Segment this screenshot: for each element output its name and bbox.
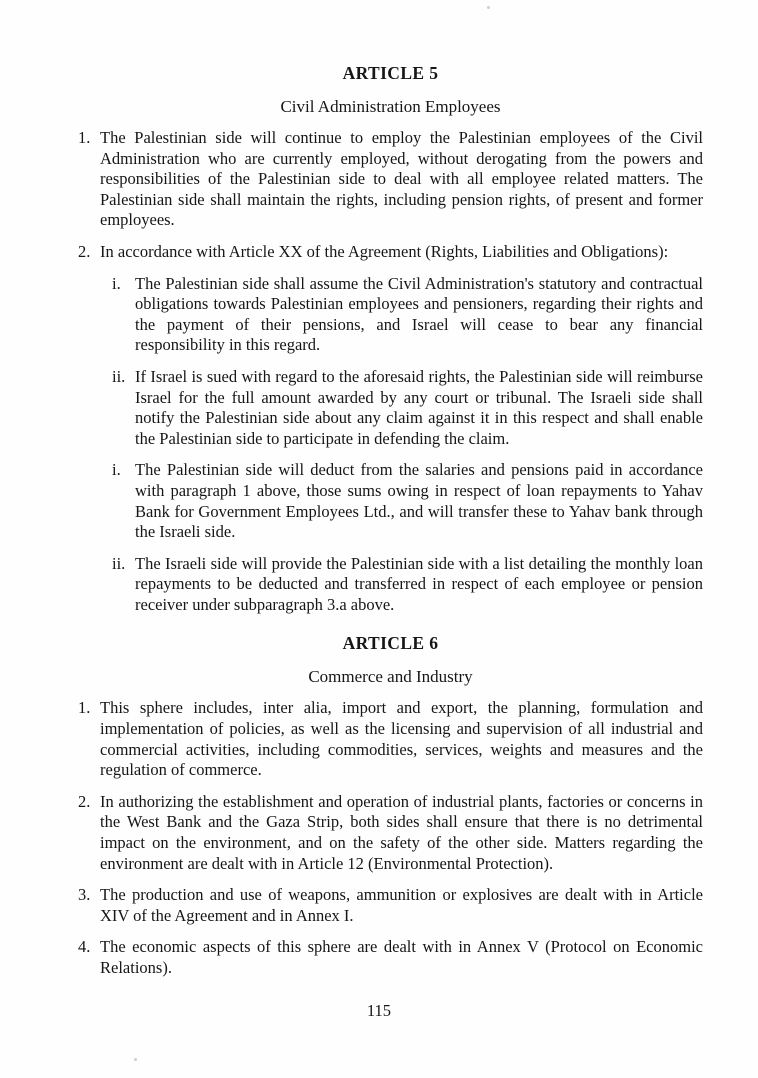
sub-paragraph [112, 367, 703, 449]
article-heading: ARTICLE 6 [342, 633, 439, 654]
sub-paragraph [112, 554, 703, 616]
paragraph-text: In authorizing the establishment and operation of industrial plants, factories or concerns in the West Bank and the Gaza Strip, both sides shall ensure that there is no detrimental impact on the environment, and on the safety of the other side. Matters regarding the environment are dealt with in Article 12 (Environmental Protection). [100, 791, 703, 873]
sub-paragraph-number: i. [112, 273, 121, 293]
scan-artifact-dot [487, 6, 490, 9]
sub-paragraph-number: i. [112, 460, 121, 480]
paragraph-text: The production and use of weapons, ammunition or explosives are dealt with in Article XIV of the Agreement and in Annex I. [100, 885, 703, 925]
paragraph-text: In accordance with Article XX of the Agreement (Rights, Liabilities and Obligations): [100, 241, 669, 261]
sub-paragraph-text: If Israel is sued with regard to the aforesaid rights, the Palestinian side will reimburse Israel for the full amount awarded by any court or tribunal. The Israeli side shall notify the Palestinian side about any claim against it in this respect and shall enable the Palestinian side to participate in defending the claim. [135, 366, 703, 448]
paragraph-text: The economic aspects of this sphere are dealt with in Annex V (Protocol on Economic Relations). [100, 937, 703, 977]
article-subheading: Commerce and Industry [308, 667, 473, 687]
paragraph-number: 1. [78, 128, 91, 147]
paragraph-number: 2. [78, 791, 91, 811]
sub-paragraph-text: The Palestinian side shall assume the Civil Administration's statutory and contractual obligations towards Palestinian employees and pensioners, regarding their rights and the payment of their pensions, and Israel will cease to bear any financial responsibility in this regard. [135, 273, 703, 355]
sub-paragraph-number: ii. [112, 553, 126, 573]
numbered-paragraph [78, 242, 703, 263]
scan-artifact-dot [134, 1058, 137, 1061]
paragraph-text: This sphere includes, inter alia, import and export, the planning, formulation and implementation of policies, as well as the licensing and supervision of all industrial and commercial activities, including commodities, services, weights and measures and the regulation of commerce. [100, 698, 703, 780]
numbered-paragraph [78, 792, 703, 874]
numbered-paragraph [78, 937, 703, 978]
sub-paragraph [112, 460, 703, 542]
paragraph-number: 1. [78, 698, 91, 718]
numbered-paragraph [78, 128, 703, 231]
article-subheading: Civil Administration Employees [280, 97, 501, 116]
article-heading: ARTICLE 5 [342, 63, 439, 83]
sub-paragraph-text: The Israeli side will provide the Palestinian side with a list detailing the monthly loan repayments to be deducted and transferred in respect of each employee or pension receiver under subparagraph 3.a above. [135, 553, 703, 614]
paragraph-number: 3. [78, 885, 91, 905]
sub-paragraph [112, 274, 703, 356]
sub-paragraph-number: ii. [112, 366, 126, 386]
paragraph-number: 4. [78, 937, 91, 957]
sub-paragraph-text: The Palestinian side will deduct from the salaries and pensions paid in accordance with paragraph 1 above, those sums owing in respect of loan repayments to Yahav Bank for Government Employees Ltd., and will transfer these to Yahav bank through the Israeli side. [135, 460, 703, 542]
paragraph-text: The Palestinian side will continue to employ the Palestinian employees of the Civil Administration who are currently employed, without derogating from the powers and responsibilities of the Palestinian side to deal with all employee related matters. The Palestinian side shall maintain the rights, including pension rights, of present and former employees. [100, 128, 703, 230]
paragraph-number: 2. [78, 241, 91, 261]
numbered-paragraph [78, 885, 703, 926]
numbered-paragraph [78, 698, 703, 780]
page-content [78, 62, 703, 979]
page-number: 115 [366, 1001, 392, 1020]
article-6-section [78, 632, 703, 978]
article-5-section [78, 62, 703, 615]
